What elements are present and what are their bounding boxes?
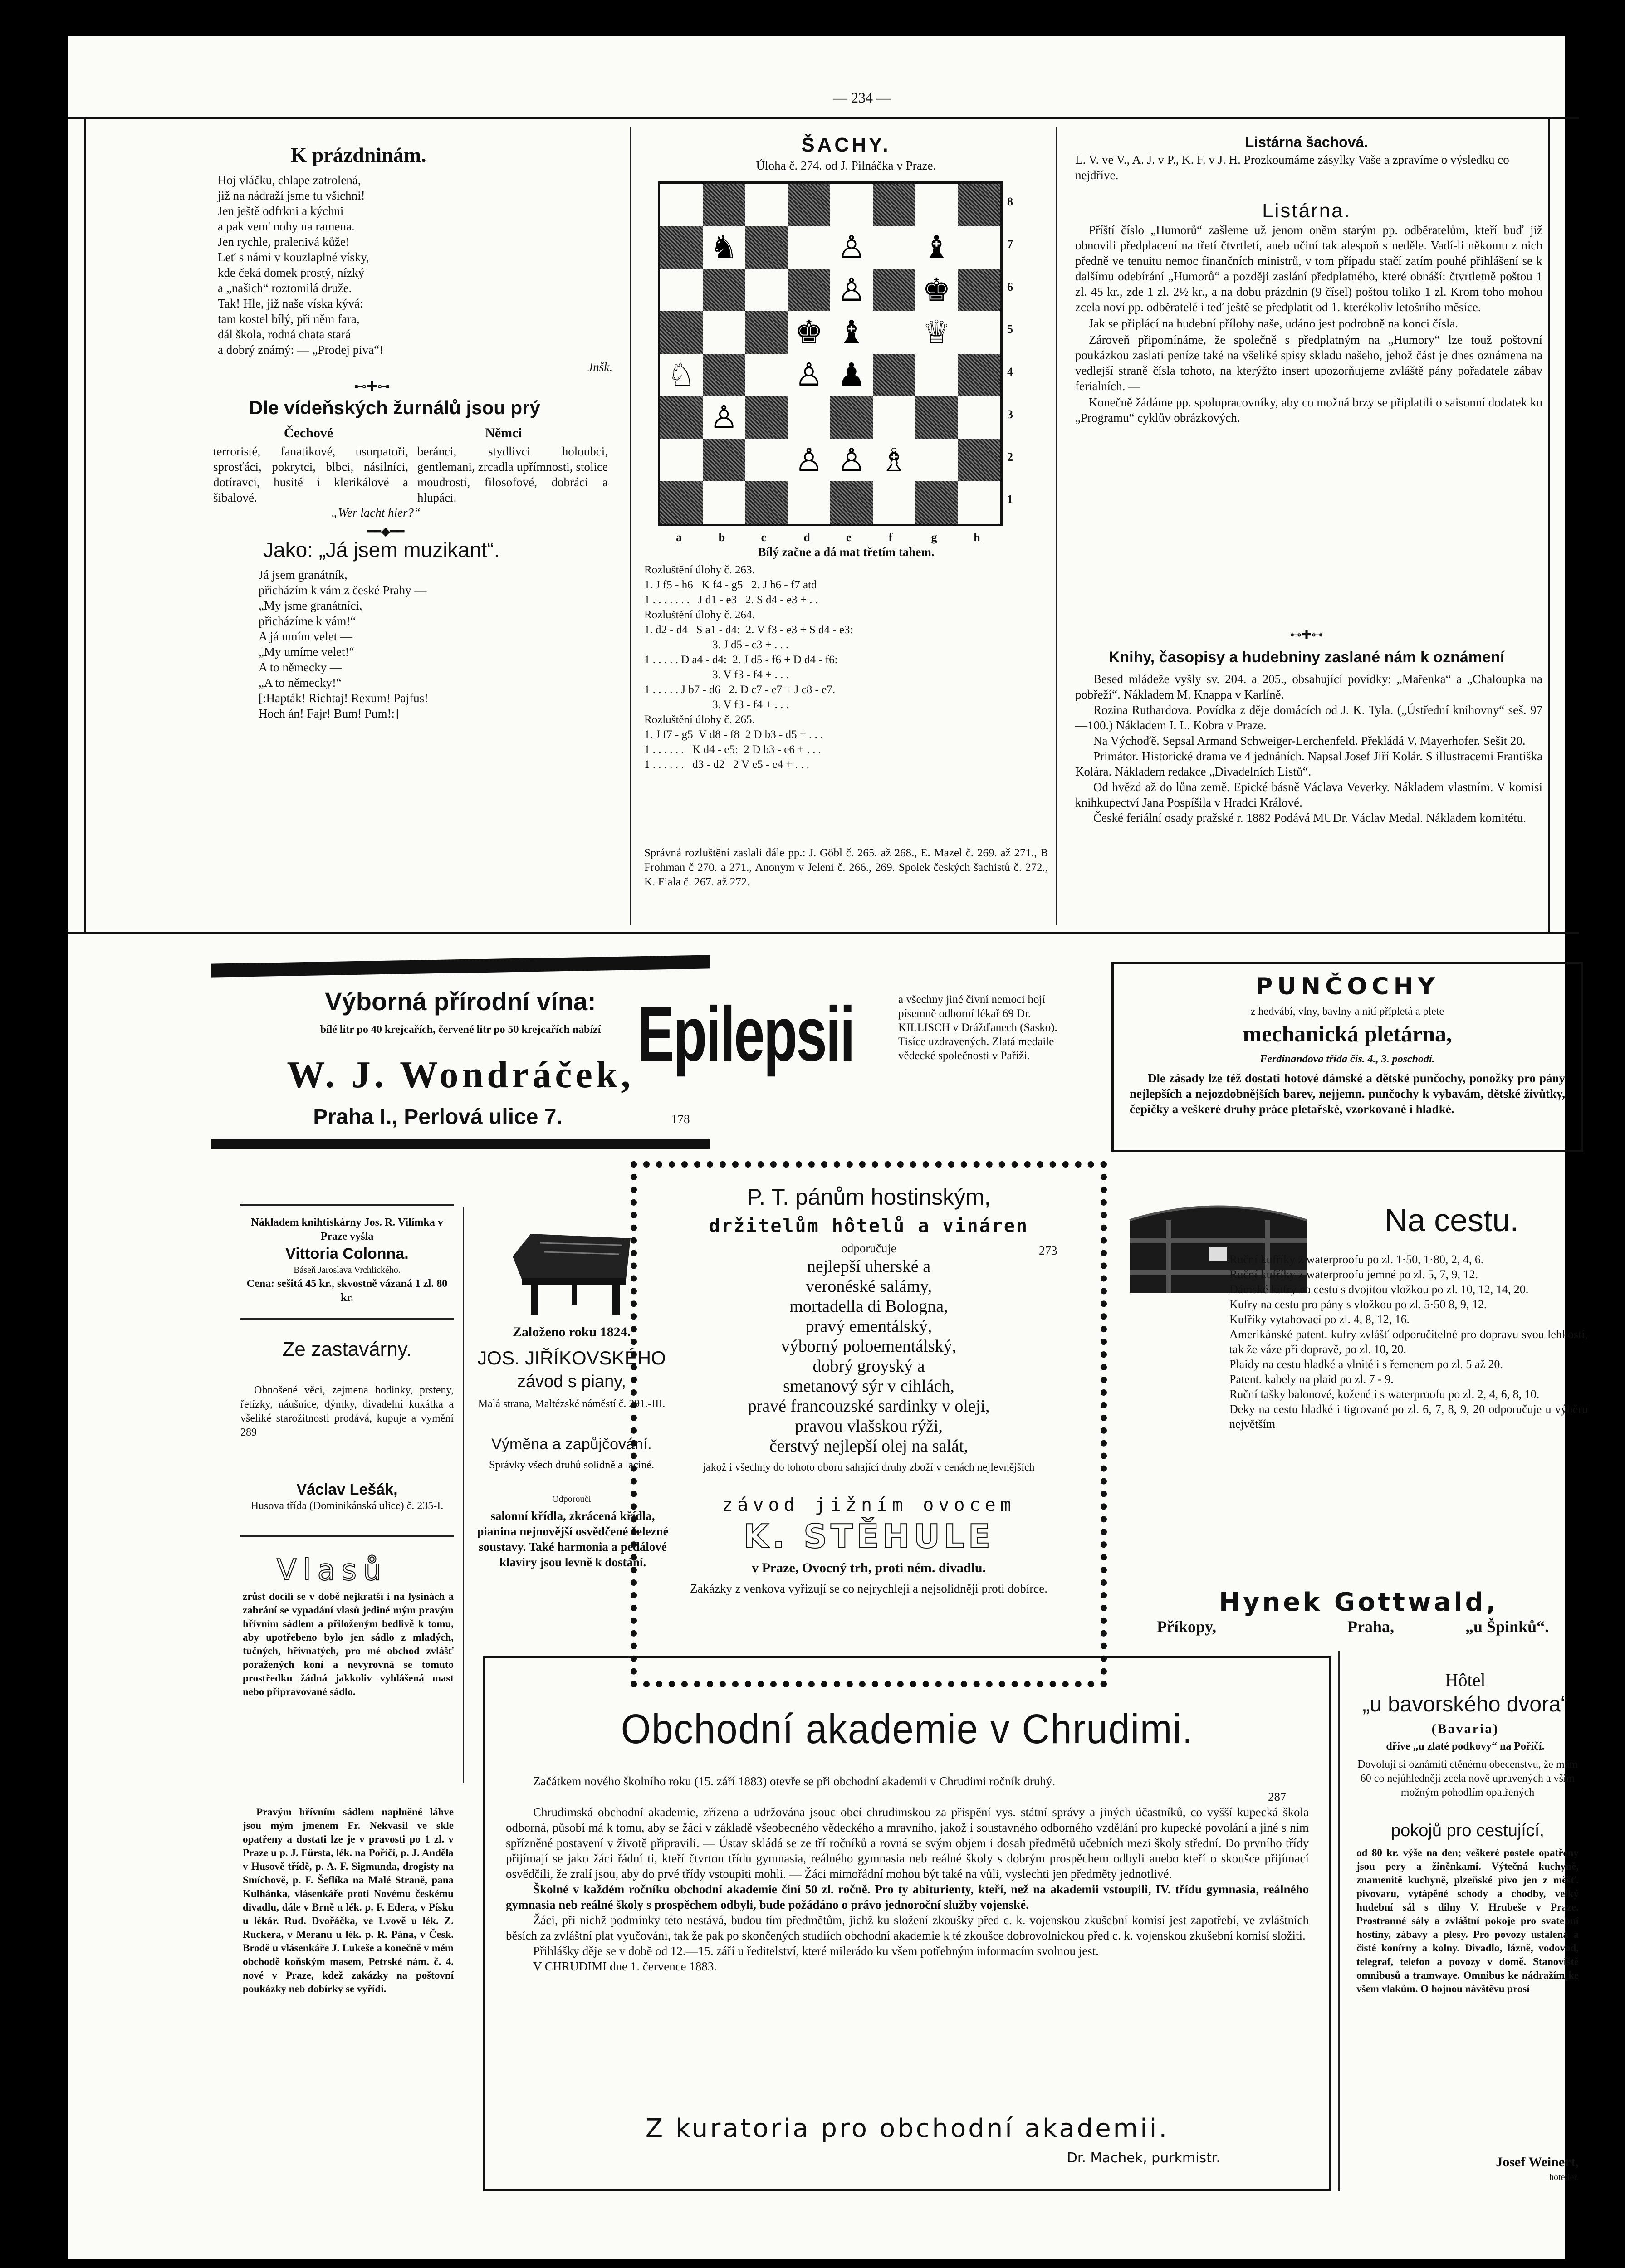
- file-label: h: [974, 531, 980, 544]
- rank-label: 4: [1007, 365, 1013, 378]
- chess-square-f6: [873, 269, 915, 312]
- chess-square-h1: [958, 481, 1000, 524]
- chess-piece-g7: ♝: [915, 226, 958, 269]
- rank-label: 2: [1007, 450, 1013, 464]
- chess-square-c3: [745, 396, 788, 439]
- chess-square-d3: [788, 396, 830, 439]
- hotels-ad-title: P. T. pánům hostinským,: [747, 1184, 991, 1210]
- chess-piece-g5: ♕: [915, 311, 958, 354]
- chess-square-b5: [703, 311, 745, 354]
- musician-line: [:Hapták! Richtaj! Rexum! Pajfus!: [259, 691, 429, 705]
- chess-square-c6: [745, 269, 788, 312]
- poem-line: a pak vem' nohy na ramena.: [218, 220, 355, 233]
- chess-square-c5: [745, 311, 788, 354]
- pawn-ad-text: Obnošené věci, zejmena hodinky, prsteny, řetízky, náušnice, dýmky, divadelní kukátka a všeliké starožitnosti prodává, kupuje a vymění 289: [240, 1384, 454, 1438]
- chess-board: [658, 181, 1003, 526]
- file-label: b: [718, 531, 725, 544]
- poem-line: již na nádraží jsme tu všichni!: [218, 189, 365, 202]
- academy-ad-number: 287: [1268, 1790, 1287, 1804]
- top-frame-rule: [68, 117, 1579, 119]
- chess-square-d7: [788, 226, 830, 269]
- wine-ad-number: 178: [671, 1112, 690, 1126]
- chess-square-g4: [915, 354, 958, 396]
- chess-piece-f2: ♗: [873, 439, 915, 482]
- chess-square-h3: [958, 396, 1000, 439]
- poem-body: [218, 172, 599, 357]
- hotels-ad-footer: Zakázky z venkova vyřizují se co nejrychleji a nejsolidněji proti dobírce.: [690, 1582, 1047, 1595]
- chess-square-c1: [745, 481, 788, 524]
- piano-ad-text: Správky všech druhů solidně a laciné.: [489, 1459, 654, 1471]
- poem-line: Hoj vláčku, chlape zatrolená,: [218, 173, 361, 187]
- stockings-ad-title: PUNČOCHY: [1255, 973, 1439, 1000]
- chess-square-a8: [660, 184, 703, 226]
- stockings-ad-sub: z hedvábí, vlny, bavlny a nití přípletá a plete: [1250, 1006, 1444, 1017]
- rank-label: 6: [1007, 280, 1013, 293]
- chess-piece-e5: ♝: [830, 311, 873, 354]
- chess-square-c8: [745, 184, 788, 226]
- viennese-left-head: Čechové: [284, 425, 333, 440]
- chess-square-b4: [703, 354, 745, 396]
- pawn-ad-title: Ze zastavárny.: [282, 1338, 412, 1360]
- chess-piece-e4: ♟: [830, 354, 873, 396]
- chess-square-b6: [703, 269, 745, 312]
- chess-square-d8: [788, 184, 830, 226]
- chess-square-c7: [745, 226, 788, 269]
- chess-piece-d5: ♚: [788, 311, 830, 354]
- ornament: ⊷✚⊶: [1290, 628, 1323, 641]
- viennese-footer: „Wer lacht hier?“: [331, 506, 421, 519]
- hotels-ad-items: [653, 1256, 1084, 1456]
- chess-piece-e7: ♙: [830, 226, 873, 269]
- stockings-ad-text: Dle zásady lze též dostati hotové dámské a dětské punčochy, ponožky pro pány nejlepších a nejozdobnějších barev, nejjemn. punčochy k vybavám, dětské živůtky, čepičky a veškeré druhy práce pletařské, vzorkované i hladké.: [1130, 1071, 1565, 1116]
- musician-line: „My jsme granátníci,: [259, 599, 362, 612]
- wine-ad-sub: bílé litr po 40 krejcařích, červené litr po 50 krejcařích nabízí: [320, 1024, 601, 1036]
- file-label: g: [931, 531, 937, 544]
- hotel-ad-text-2: od 80 kr. výše na den; veškeré postele opatřeny jsou pery a žiněnkami. Výtečná kuchyně, znamenitě kuchyně, plzeňské pivo jen z měšť. pivovaru, vytápěné schody a chodby, velký hudební sál s dilny V. Hrubeše v Praze. Prostranné sály a zvláštní pokoje pro svatební hostiny, zábavy a plesy. Pro povozy ustálená a čisté konírny a kolny. Divadlo, lázně, vodovod, telegraf, telefon a povozy v domě. Stanoviště omnibusů a tramwaye. Omnibus ke nádražím ke všem vlakům. O hojnou návštěvu prosí: [1356, 1847, 1579, 1994]
- hair-ad-title: Vlasů: [277, 1554, 388, 1587]
- hair-ad-text-2: Pravým hřívním sádlem naplněné láhve jsou mým jmenem Fr. Nekvasil ve skle opatřeny a dostati lze je v pravosti po 1 zl. v Praze u p. J. Fürsta, lék. na Poříčí, p. J. Anděla v Husově třídě, p. A. F. Sigmunda, drogisty na Smíchově, p. F. Šeflíka na Malé Straně, pana Kulhánka, vlásenkáře proti Novému českému divadlu, dále v Brně u lék. p. F. Edera, v Písku u lékár. Rud. Dvořáčka, ve Lvově u lék. Z. Ruckera, v Meranu u lék. p. R. Pána, v Česk. Brodě u vlásenkáře J. Lukeše a konečně v mém obchodě koňským masem, Petrské nám. č. 4. nové v Praze, kdež zakázky na poštovní poukázky neb dobírky se vyřídí.: [243, 1806, 454, 1994]
- wine-ad-address: Praha I., Perlová ulice 7.: [313, 1105, 563, 1129]
- column-divider-2: [1056, 127, 1057, 925]
- listarna-body: [1075, 222, 1542, 425]
- hotel-ad-owner: Josef Weinert,: [1496, 2155, 1579, 2170]
- academy-paragraph: Žáci, při nichž podmínky této nestává, budou tím předmětům, jichž ku složení zkoušky před c. k. vojenskou zkušební komisí jest zapotřebí, ve zvláštních běsích za zvláštní plat vyučováni, tak že pak po skončených studiích obchodní akademie k té zkoušce dobrovolnickou před c. k. vojenskou zkušební komisí složiti.: [506, 1913, 1309, 1942]
- hotels-ad-item: smetanový sýr v cihlách,: [783, 1377, 954, 1396]
- hotels-ad-item: čerstvý nejlepší olej na salát,: [769, 1437, 968, 1456]
- chess-solutions: Rozluštění úlohy č. 263. 1. J f5 - h6 K f4 - g5 2. J h6 - f7 atd 1 . . . . . . . J d1 - e3 2. S d4 - e3 + . . Rozluštění úlohy č. 264. 1. d2 - d4 S a1 - d4: 2. V f3 - e3 + S d4 - e3: 3. J d5 - c3 + . . . 1 . . . . . D a4 - d4: 2. J d5 - f6 + D d4 - f6: 3. V f3 - f4 + . . . 1 . . . . . J b7 - d6 2. D c7 - e7 + J c8 - e7. 3. V f3 - f4 + . . . Rozluštění úlohy č. 265. 1. J f7 - g5 V d8 - f8 2 D b3 - d5 + . . . 1 . . . . . . K d4 - e5: 2 D b3 - e6 + . . . 1 . . . . . . d3 - d2 2 V e5 - e4 + . . .: [644, 564, 853, 771]
- pawn-ad-name: Václav Lešák,: [296, 1481, 398, 1498]
- academy-paragraph: Školné v každém ročníku obchodní akademie činí 50 zl. ročně. Pro ty abiturienty, kteří, než na akademii vstoupili, IV. třídu gymnasia, reálného gymnasia neb reálné školy s prospěchem odbyli, bude požádáno o právo jednoroční služby vojenské.: [506, 1882, 1309, 1911]
- travel-ad-name: Hynek Gottwald,: [1219, 1588, 1498, 1617]
- rank-label: 3: [1007, 407, 1013, 421]
- musician-line: A já umím velet —: [259, 630, 352, 643]
- chess-square-h5: [958, 311, 1000, 354]
- rank-label: 5: [1007, 323, 1013, 336]
- ornament: ━━◆━━: [367, 525, 405, 538]
- hotels-ad-item: pravé francouzské sardinky v oleji,: [748, 1397, 990, 1416]
- column-divider-1: [630, 127, 631, 925]
- viennese-left-text: terroristé, fanatikové, usurpatoři, sprosťáci, pokrytci, blbci, násilníci, dotíravci, husité i klerikálové a šibalové.: [213, 445, 408, 504]
- hotels-ad-item: dobrý groyský a: [812, 1357, 925, 1376]
- column-divider: [1338, 1651, 1340, 2191]
- rank-label: 8: [1007, 195, 1013, 208]
- piano-ad-rec: Odporoučí: [552, 1494, 591, 1504]
- page-number: — 234 —: [833, 89, 891, 106]
- hotel-ad-sub: (Bavaria): [1431, 1721, 1499, 1736]
- musician-line: Hoch án! Fajr! Bum! Pum!:]: [259, 707, 399, 720]
- hotels-ad-name: K. STĚHULE: [743, 1517, 994, 1555]
- hotels-ad-rec: odporučuje: [841, 1242, 896, 1255]
- hotel-ad-prev: dříve „u zlaté podkovy“ na Poříčí.: [1386, 1740, 1545, 1752]
- hotels-ad-address: v Praze, Ovocný trh, proti ném. divadlu.: [751, 1560, 986, 1575]
- ornament: ⊷✚⊶: [354, 380, 390, 394]
- musician-line: Já jsem granátník,: [259, 568, 348, 582]
- vittoria-ad-text: Nákladem knihtiskárny Jos. R. Vilímka v Praze vyšla: [251, 1217, 443, 1242]
- epilepsy-ad-text: a všechny jiné čivní nemoci hojí písemně odborní lékař 69 Dr. KILLISCH v Drážďanech (Sasko). Tisíce uzdravených. Zlatá medaile vědecké společnosti v Paříži.: [898, 993, 1057, 1062]
- chess-square-e3: [830, 396, 873, 439]
- books-entry: Na Výchoďě. Sepsal Armand Schweiger-Lerchenfeld. Překládá V. Mayerhofer. Sešit 20.: [1093, 734, 1526, 748]
- academy-paragraph: Začátkem nového školního roku (15. září 1883) otevře se při obchodní akademii v Chrudimi ročník druhý.: [533, 1774, 1055, 1788]
- chess-square-c4: [745, 354, 788, 396]
- listarna-paragraph: Jak se připlácí na hudební přílohy naše, udáno jest podrobně na konci čísla.: [1089, 317, 1459, 330]
- frame-right-rule: [1548, 117, 1550, 934]
- hotels-ad-item: pravou vlašskou rýži,: [794, 1417, 943, 1436]
- chess-piece-a4: ♘: [660, 354, 703, 396]
- listarna-paragraph: Zároveň připomínáme, že společně s předplatným na „Humory“ lze touž poštovní poukázkou zaslati peníze také na všeliké spisy skladu našeho, jehož část je dnes oznámena na vedlejší straně čísla tohoto, na kterýžto insert upozorňujeme zvláště pány pořadatele zábav ferialních. —: [1075, 333, 1542, 393]
- chess-piece-e2: ♙: [830, 439, 873, 482]
- poem-line: kde čeká domek prostý, nízký: [218, 266, 365, 279]
- books-entry: Besed mládeže vyšly sv. 204. a 205., obsahující povídky: „Mařenka“ a „Chaloupka na pobřeží“. Nákladem M. Knappa v Karlíně.: [1075, 672, 1542, 701]
- academy-ad-sign: Dr. Machek, purkmistr.: [1067, 2150, 1220, 2166]
- vittoria-ad-title: Vittoria Colonna.: [285, 1245, 409, 1262]
- academy-paragraph: V CHRUDIMI dne 1. července 1883.: [533, 1960, 717, 1973]
- piano-illustration: [504, 1229, 640, 1315]
- chess-square-h8: [958, 184, 1000, 226]
- chess-square-a1: [660, 481, 703, 524]
- rule: [240, 1318, 454, 1320]
- hotels-ad-item: veronéské salámy,: [805, 1277, 932, 1296]
- books-title: Knihy, časopisy a hudebniny zaslané nám k oznámení: [1108, 649, 1505, 666]
- chess-subtitle: Úloha č. 274. od J. Pilnáčka v Praze.: [756, 159, 936, 172]
- rule: [240, 1535, 454, 1537]
- poem-line: Jen rychle, pralenivá kůže!: [218, 235, 350, 249]
- chess-square-f5: [873, 311, 915, 354]
- chess-mail-text: L. V. ve V., A. J. v P., K. F. v J. H. Prozkoumáme zásylky Vaše a zpravíme o výsledku co nejdříve.: [1075, 153, 1509, 182]
- academy-ad-body: [506, 1774, 1309, 1974]
- piano-ad-text-2: salonní křídla, zkrácená křídla, pianina nejnovější osvědčené železné soustavy. Také harmonia a pedálové klaviry jsou levně k dostání.: [477, 1509, 669, 1569]
- poem-line: Jen ještě odfrkni a kýchni: [218, 204, 344, 218]
- poem-line: a dobrý známý: — „Prodej piva“!: [218, 343, 384, 357]
- hotels-ad-note: jakož i všechny do tohoto oboru sahající druhy zboží v cenách nejlevnějších: [703, 1461, 1035, 1473]
- chess-credits: Správná rozluštění zaslali dále pp.: J. Göbl č. 265. až 268., E. Mazel č. 269. až 271., B Frohman č 270. a 271., Anonym v Jeleni č. 266., 269. Spolek českých šachistů č. 272., K. Fiala č. 267. až 272.: [644, 847, 1048, 888]
- vittoria-ad-author: Báseň Jaroslava Vrchlického.: [294, 1265, 401, 1275]
- chess-square-h7: [958, 226, 1000, 269]
- poem-line: dál škola, rodná chata stará: [218, 327, 351, 341]
- poem-signature: Jnšk.: [587, 360, 612, 374]
- chess-square-g1: [915, 481, 958, 524]
- chess-square-g8: [915, 184, 958, 226]
- chess-square-d1: [788, 481, 830, 524]
- top-frame-bottom-rule: [68, 932, 1579, 934]
- musician-line: A to německy —: [259, 660, 342, 674]
- academy-ad-curator: Z kuratoria pro obchodní akademii.: [645, 2114, 1170, 2143]
- viennese-title: Dle vídeňských žurnálů jsou prý: [249, 397, 540, 418]
- frame-left-rule: [84, 117, 86, 934]
- chess-square-h4: [958, 354, 1000, 396]
- hair-ad-text: zrůst docílí se v době nejkratší i na lysinách a zabrání se vypadání vlasů jediné mým pravým hřívním sádlem a přiloženým bedlivě k tomu, aby upotřebeno bylo jen sádlo z mladých, tučných, hřívnatých, pro mé obchod zvlášť poražených koní a nevyrovná se tomuto prostředku žádná jakkoliv vyhlášená mast nebo připravované sádlo.: [243, 1591, 454, 1697]
- hotels-ad-sub: držitelům hôtelů a vináren: [709, 1216, 1029, 1237]
- piano-ad-founded: Založeno roku 1824.: [512, 1325, 631, 1339]
- musician-body: [259, 567, 622, 721]
- musician-line: přicházíme k vám!“: [259, 614, 356, 628]
- file-label: e: [846, 531, 852, 544]
- books-entry: Od hvězd až do lůna země. Epické básně Václava Veverky. Nákladem vlastním. V komisi knihkupectví Jana Pospíšila v Hradci Králové.: [1075, 780, 1542, 809]
- rank-labels: [1007, 181, 1021, 526]
- poem-line: a „našich“ roztomilá druže.: [218, 281, 352, 295]
- chess-square-d6: [788, 269, 830, 312]
- chess-piece-g6: ♚: [915, 269, 958, 312]
- academy-paragraph: Chrudimská obchodní akademie, zřízena a udržována jsouc obcí chrudimskou za přispění vys. státní správy a jiných účastníků, co vyšší kupecká škola odborná, působí má k tomu, aby se žáci v základě všeobecného vědeckého a mravního, jakož i soustavného odborného vzdělání pro kupecké povolání a jiné s ním spřízněné postavení v životě připravili. — Ústav skládá se ze tří ročníků a rovná se svým objem i dosah předmětů učebních mezi školy střední. Do prvního třídy přijímají se jako žáci řádní ti, kteří čtvrtou třídu gymnasia, reálného gymnasia neb reálné školy s dobrým prospěchem odbyli anebo kteří o skoušce přijímací osvědčili, že zralí jsou, aby do prvé třídy vstoupiti mohli. — Žáci mimořádní mohou být také na vůli, vyslechti jen předměty jednotlivé.: [506, 1805, 1309, 1881]
- file-label: f: [888, 531, 893, 544]
- chess-square-e1: [830, 481, 873, 524]
- chess-square-f7: [873, 226, 915, 269]
- rank-label: 7: [1007, 237, 1013, 251]
- musician-line: „A to německy!“: [259, 676, 342, 689]
- chess-square-g2: [915, 439, 958, 482]
- poem-line: Leť s námi v kouzlaplné vísky,: [218, 250, 369, 264]
- books-entry: Rozina Ruthardova. Povídka z děje domácích od J. K. Tyla. („Ústřední knihovny“ seš. 97—100.) Nákladem I. L. Kobra v Praze.: [1075, 703, 1542, 732]
- wine-ad-title: Výborná přírodní vína:: [325, 987, 596, 1016]
- pawn-ad-address: Husova třída (Dominikánská ulice) č. 235-I.: [250, 1500, 444, 1512]
- wine-ad-top-bar: [211, 955, 710, 977]
- chess-caption: Bílý začne a dá mat třetím tahem.: [758, 545, 935, 559]
- hotels-ad-shop: závod jižním ovocem: [722, 1495, 1016, 1515]
- chess-square-c2: [745, 439, 788, 482]
- piano-ad-sub: závod s piany,: [517, 1372, 627, 1391]
- chess-piece-d4: ♙: [788, 354, 830, 396]
- chess-piece-b7: ♞: [703, 226, 745, 269]
- listarna-title: Listárna.: [1262, 200, 1351, 222]
- books-body: [1075, 671, 1542, 826]
- hotel-ad-role: hotelier.: [1549, 2172, 1579, 2182]
- chess-piece-b3: ♙: [703, 396, 745, 439]
- chess-square-b1: [703, 481, 745, 524]
- viennese-right-text: beránci, stydlivci holoubci, gentlemani, zrcadla upřímnosti, stolice moudrosti, filosofové, dobráci a hlupáci.: [417, 445, 608, 504]
- travel-ad-title: Na cestu.: [1385, 1202, 1519, 1238]
- chess-square-a6: [660, 269, 703, 312]
- hotels-ad-item: mortadella di Bologna,: [789, 1297, 948, 1316]
- chess-piece-d2: ♙: [788, 439, 830, 482]
- chess-piece-e6: ♙: [830, 269, 873, 312]
- travel-ad-house: „u Špinků“.: [1465, 1618, 1549, 1636]
- viennese-right-head: Němci: [485, 425, 522, 440]
- hotel-ad-title: „u bavorského dvora“: [1362, 1692, 1568, 1716]
- rank-label: 1: [1007, 493, 1013, 506]
- hotels-ad-item: výborný poloementálský,: [781, 1337, 957, 1356]
- listarna-paragraph: Konečně žádáme pp. spolupracovníky, aby co možná brzy se připlatili o saisonní dodatek ku „Programu“ cyklův obrázkových.: [1075, 396, 1542, 425]
- poem-line: Tak! Hle, již naše víska kývá:: [218, 297, 363, 310]
- column-divider: [463, 1207, 464, 1783]
- hotel-ad-text: Dovoluji si oznámiti ctěnému obecenstvu, že mám 60 co nejúhledněji zcela nově upravených a všim možným pohodlím opatřených: [1357, 1759, 1578, 1799]
- wine-ad-name: W. J. Wondráček,: [287, 1054, 634, 1096]
- travel-ad-text: Ruční kufříky z waterproofu po zl. 1·50, 1·80, 2, 4, 6. Ruční kufříky z waterproofu jemné po zl. 5, 7, 9, 12. Dámské kufry na cestu s dvojitou vložkou po zl. 10, 12, 14, 20. Kufry na cestu pro pány s vložkou po zl. 5·50 8, 9, 12. Kufříky vytahovací po zl. 4, 8, 12, 16. Amerikánské patent. kufry zvlášť odporučitelné pro dopravu svou lehkostí, tak že váze při dopravě, po zl. 10, 20. Plaidy na cestu hladké a vlnité i s řemenem po zl. 5 až 20. Patent. kabely na plaid po zl. 7 - 9. Ruční tašky balonové, kožené i s waterproofu po zl. 2, 4, 6, 8, 10. Deky na cestu hladké i tigrované po zl. 6, 7, 8, 9, 20 odporučuje u výběru největším: [1229, 1253, 1588, 1431]
- piano-ad-name: JOS. JIŘÍKOVSKÉHO: [477, 1347, 666, 1369]
- hotels-ad-item: nejlepší uherské a: [807, 1257, 931, 1276]
- file-label: d: [803, 531, 810, 544]
- musician-title: Jako: „Já jsem muzikant“.: [263, 538, 500, 562]
- books-entry: České feriální osady pražské r. 1882 Podává MUDr. Václav Medal. Nákladem komitétu.: [1093, 811, 1527, 825]
- chess-square-f1: [873, 481, 915, 524]
- chess-square-a3: [660, 396, 703, 439]
- newspaper-page: [68, 36, 1588, 2259]
- chess-square-h2: [958, 439, 1000, 482]
- chess-square-f8: [873, 184, 915, 226]
- travel-ad-street: Příkopy,: [1157, 1618, 1217, 1636]
- chess-square-h6: [958, 269, 1000, 312]
- hotels-ad-item: pravý ementálský,: [805, 1317, 932, 1336]
- academy-paragraph: Přihlášky děje se v době od 12.—15. září u ředitelství, které milerádo ku všem potřebným informacím svolnou jest.: [533, 1944, 1099, 1958]
- stockings-ad-address: Ferdinandova třída čís. 4., 3. poschodí.: [1260, 1053, 1435, 1065]
- chess-square-e8: [830, 184, 873, 226]
- academy-ad-title: Obchodní akademie v Chrudimi.: [621, 1706, 1194, 1752]
- chess-square-f4: [873, 354, 915, 396]
- chess-square-a2: [660, 439, 703, 482]
- wine-ad-bottom-bar: [211, 1139, 710, 1149]
- books-entry: Primátor. Historické drama ve 4 jednáních. Napsal Josef Jiří Kolár. S illustracemi Františka Kolára. Nákladem redakce „Divadelních Listů“.: [1075, 749, 1542, 778]
- travel-ad-city: Praha,: [1347, 1618, 1394, 1636]
- listarna-paragraph: Příští číslo „Humorů“ zašleme už jenom oněm starým pp. odběratelům, kteří buď již obnovili předplacení na třetí čtvrtletí, aneb učiní tak alespoň s neděle. Vadí-li někomu z nich předně ve tenuitu nemoc finančních ministrů, v tom případu stačí zatím pouhé přihlášení se k dalšímu odebírání „Humorů“ a později zaslání předplatného, které obnáší: čtvrtletně poštou 1 zl. 45 kr., zde 1 zl. 2½ kr., a na dobu prázdnin (9 čísel) poštou toliko 1 zl. Krom toho mohou zcela noví pp. odběratelé i teď ještě se předplatit od 1. kterékoliv letošního měsíce.: [1075, 223, 1542, 314]
- hotel-ad-head2: pokojů pro cestující,: [1391, 1821, 1544, 1840]
- chess-square-a7: [660, 226, 703, 269]
- vittoria-ad-price: Cena: sešitá 45 kr., skvostně vázaná 1 zl. 80 kr.: [246, 1278, 448, 1304]
- rule: [240, 1204, 454, 1206]
- chess-square-g3: [915, 396, 958, 439]
- piano-ad-head2: Výměna a zapůjčování.: [491, 1436, 652, 1453]
- poem-title: K prázdninám.: [290, 143, 426, 166]
- chess-square-b8: [703, 184, 745, 226]
- musician-line: přicházím k vám z české Prahy —: [259, 583, 427, 597]
- chess-title: ŠACHY.: [801, 134, 891, 156]
- hotel-ad-small: Hôtel: [1445, 1670, 1486, 1690]
- chess-mail-title: Listárna šachová.: [1245, 134, 1368, 150]
- file-labels: [658, 531, 1003, 544]
- stockings-ad-name: mechanická pletárna,: [1243, 1021, 1452, 1046]
- chess-square-b2: [703, 439, 745, 482]
- poem-line: tam kostel bílý, při něm fara,: [218, 312, 360, 326]
- chess-square-a5: [660, 311, 703, 354]
- musician-line: „My umíme velet!“: [259, 645, 355, 659]
- hotels-ad-number: 273: [1039, 1244, 1057, 1257]
- file-label: c: [761, 531, 767, 544]
- file-label: a: [676, 531, 682, 544]
- epilepsy-ad-big: Epilepsii: [637, 991, 854, 1077]
- chess-square-f3: [873, 396, 915, 439]
- piano-ad-address: Malá strana, Maltézské náměstí č. 291.-III.: [478, 1398, 666, 1410]
